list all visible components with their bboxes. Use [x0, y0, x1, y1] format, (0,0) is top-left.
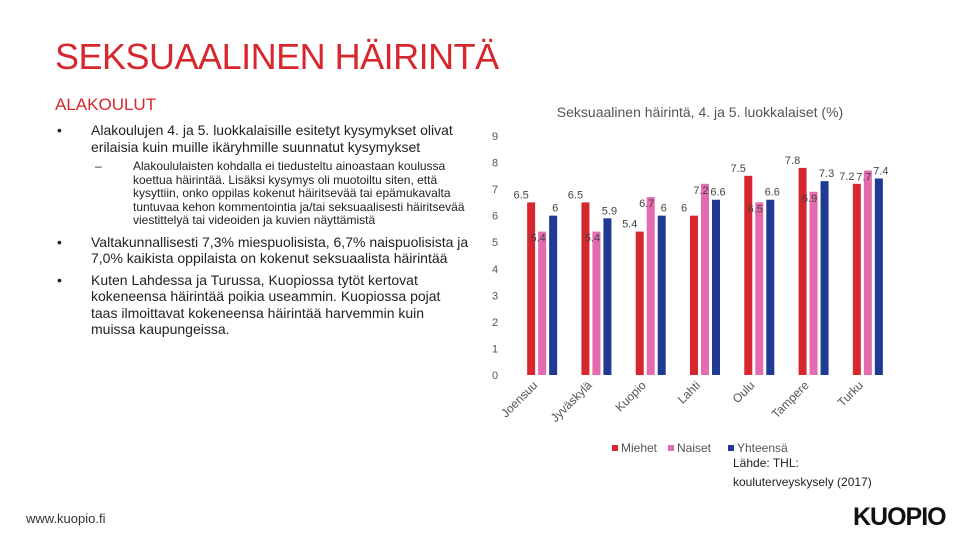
y-tick-label: 5	[492, 237, 499, 250]
data-label: 6.5	[567, 189, 584, 202]
y-tick-label: 3	[492, 290, 499, 303]
bullet-text: Valtakunnallisesti 7,3% miespuolisista, 6,7% naispuolisista ja 7,0% kaikista oppilaista on kokenut seksuaalista häirintää	[91, 233, 469, 266]
bar-yhteensä	[658, 216, 666, 375]
bullet-dot-icon: •	[57, 122, 62, 138]
data-label: 7.2	[839, 170, 855, 183]
category-label: Lahti	[674, 378, 704, 407]
data-label: 7.2	[693, 184, 709, 197]
legend-swatch	[612, 445, 618, 451]
data-label: 6.6	[764, 186, 780, 199]
bullet-text: Alakoulujen 4. ja 5. luokkalaisille esitetyt kysymykset olivat erilaisia kuin muille ikäryhmille suunnatut kysymykset	[91, 122, 453, 155]
dash-icon: –	[95, 159, 102, 173]
data-label: 7.5	[730, 162, 746, 175]
y-tick-label: 4	[492, 263, 499, 276]
category-label: Kuopio	[612, 378, 649, 415]
data-label: 7.7	[856, 171, 872, 184]
data-label: 6.9	[801, 192, 818, 205]
legend-label: Yhteensä	[737, 441, 788, 455]
bar-miehet	[853, 184, 861, 375]
data-label: 7.4	[873, 165, 889, 178]
bar-miehet	[636, 232, 644, 375]
y-tick-label: 9	[492, 131, 499, 143]
bar-miehet	[527, 202, 535, 375]
legend-swatch	[728, 445, 734, 451]
y-tick-label: 8	[492, 157, 499, 170]
bar-naiset	[592, 232, 600, 375]
bar-naiset	[538, 232, 546, 375]
bar-miehet	[581, 202, 589, 375]
slide-title: SEKSUAALINEN HÄIRINTÄ	[55, 36, 499, 77]
sub-bullet-text: Alakoululaisten kohdalla ei tiedusteltu ainoastaan koulussa koettua häirintää. Lisäksi kysymys oli muotoiltu siten, että kysyttiin, onko oppilas kokenut häiritsevää tai epämukavalta tuntuvaa kehon kommentointia ja/tai seksuaalisesti häiritsevää viestittelyä tai videoiden ja kuvien näyttämistä	[133, 159, 465, 227]
footer-url: www.kuopio.fi	[26, 511, 106, 526]
bullet-text: Kuten Lahdessa ja Turussa, Kuopiossa tytöt kertovat kokeneensa häirintää poikia useammin. Kuopiossa pojat taas ilmoittavat kokeneensa häirintää harvemmin kuin muissa kaupungeissa.	[91, 271, 441, 337]
section-subtitle: ALAKOULUT	[55, 95, 157, 114]
kuopio-logo: KUOPIO	[853, 503, 946, 531]
category-label: Tampere	[768, 378, 812, 422]
y-tick-label: 1	[492, 343, 499, 356]
y-tick-label: 2	[492, 316, 499, 329]
category-label: Joensuu	[498, 378, 541, 421]
data-label: 6	[680, 202, 688, 215]
bar-naiset	[755, 202, 763, 375]
bar-naiset	[701, 184, 709, 375]
bar-naiset	[810, 192, 818, 375]
data-label: 6.5	[513, 189, 529, 202]
category-label: Turku	[834, 378, 866, 410]
legend-label: Naiset	[677, 441, 712, 455]
data-label: 7.8	[784, 154, 801, 167]
data-label: 5.4	[622, 218, 638, 231]
bar-naiset	[647, 197, 655, 375]
bullet-dot-icon: •	[57, 271, 62, 288]
bar-yhteensä	[603, 218, 611, 375]
bar-yhteensä	[766, 200, 774, 375]
category-label: Jyväskylä	[547, 378, 595, 425]
chart-title: Seksuaalinen häirintä, 4. ja 5. luokkalaiset (%)	[556, 104, 844, 120]
data-label: 6	[552, 202, 559, 215]
source-line: Lähde: THL:	[733, 456, 799, 470]
data-label: 5.4	[584, 232, 601, 245]
legend-swatch	[668, 445, 674, 451]
source-line: kouluterveyskysely (2017)	[733, 475, 872, 489]
bar-yhteensä	[712, 200, 720, 375]
data-label: 6	[660, 202, 667, 215]
bar-miehet	[690, 216, 698, 375]
legend-label: Miehet	[621, 441, 658, 455]
data-label: 7.3	[818, 168, 835, 181]
bar-yhteensä	[549, 216, 557, 375]
data-label: 5.9	[601, 205, 618, 218]
bar-yhteensä	[821, 181, 829, 375]
data-label: 6.7	[639, 198, 655, 211]
data-label: 5.4	[530, 232, 546, 245]
data-label: 6.6	[710, 186, 726, 199]
y-tick-label: 6	[492, 210, 499, 223]
bar-naiset	[864, 171, 872, 375]
bar-yhteensä	[875, 178, 883, 375]
y-tick-label: 0	[492, 370, 499, 382]
category-label: Oulu	[729, 378, 758, 407]
bullet-dot-icon: •	[57, 233, 62, 250]
y-tick-label: 7	[492, 184, 499, 197]
data-label: 6.5	[747, 203, 763, 216]
